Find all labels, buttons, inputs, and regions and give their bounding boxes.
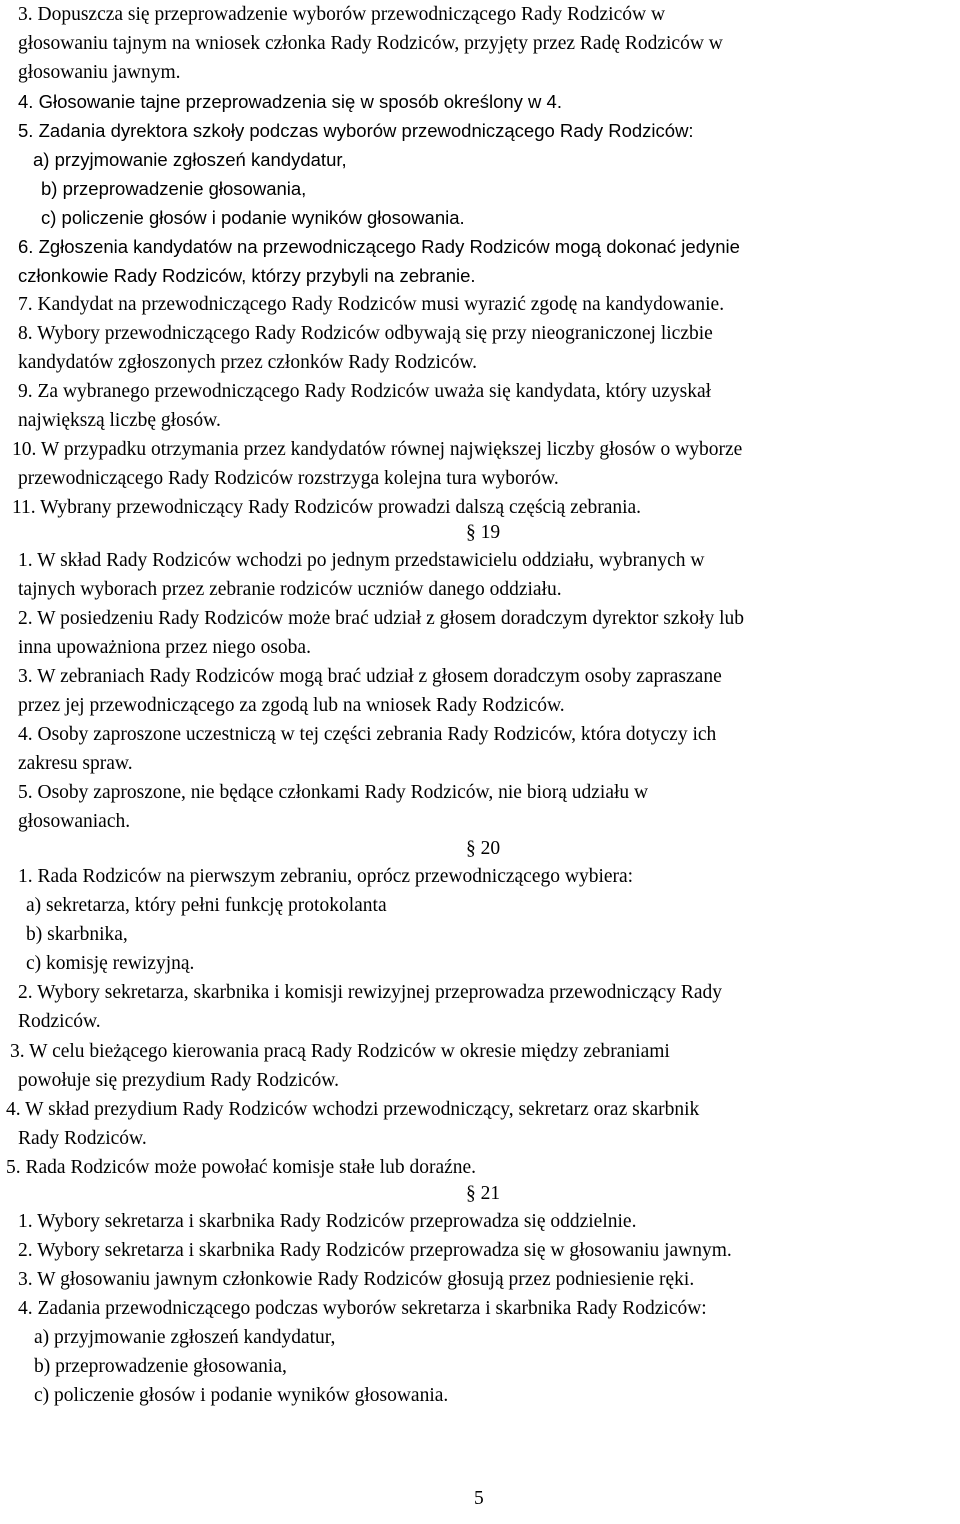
paragraph-6-line-1: 6. Zgłoszenia kandydatów na przewodniczącego Rady Rodziców mogą dokonać jedynie	[18, 236, 740, 257]
section-20-paragraph-1-item-b: b) skarbnika,	[26, 924, 128, 945]
section-19-paragraph-3-line-2: przez jej przewodniczącego za zgodą lub na wniosek Rady Rodziców.	[18, 695, 565, 716]
paragraph-5-item-c: c) policzenie głosów i podanie wyników głosowania.	[41, 207, 465, 228]
section-21-paragraph-4-item-b: b) przeprowadzenie głosowania,	[34, 1356, 287, 1377]
section-number: 20	[480, 838, 501, 859]
section-19-heading	[466, 518, 500, 547]
section-21-heading	[466, 1179, 500, 1208]
section-20-paragraph-1-item-c: c) komisję rewizyjną.	[26, 953, 195, 974]
section-21-paragraph-1: 1. Wybory sekretarza i skarbnika Rady Rodziców przeprowadza się oddzielnie.	[18, 1211, 637, 1232]
section-19-paragraph-1-line-2: tajnych wyborach przez zebranie rodziców uczniów danego oddziału.	[18, 579, 562, 600]
section-20-paragraph-1-item-a: a) sekretarza, który pełni funkcję protokolanta	[26, 895, 387, 916]
section-20-paragraph-4-line-2: Rady Rodziców.	[18, 1128, 147, 1149]
section-symbol: §	[466, 522, 476, 543]
section-20-paragraph-4-line-1: 4. W skład prezydium Rady Rodziców wchodzi przewodniczący, sekretarz oraz skarbnik	[6, 1099, 700, 1120]
page-number: 5	[474, 1488, 484, 1509]
paragraph-3-line-2: głosowaniu tajnym na wniosek członka Rady Rodziców, przyjęty przez Radę Rodziców w	[18, 33, 723, 54]
paragraph-9-line-1: 9. Za wybranego przewodniczącego Rady Rodziców uważa się kandydata, który uzyskał	[18, 381, 712, 402]
section-19-paragraph-2-line-2: inna upoważniona przez niego osoba.	[18, 637, 311, 658]
section-symbol: §	[466, 1183, 476, 1204]
section-20-heading	[466, 834, 500, 863]
section-20-paragraph-3-line-2: powołuje się prezydium Rady Rodziców.	[18, 1070, 339, 1091]
paragraph-10-line-1: 10. W przypadku otrzymania przez kandydatów równej największej liczby głosów o wyborze	[12, 439, 743, 460]
section-19-paragraph-1-line-1: 1. W skład Rady Rodziców wchodzi po jednym przedstawicielu oddziału, wybranych w	[18, 550, 705, 571]
section-19-paragraph-4-line-1: 4. Osoby zaproszone uczestniczą w tej części zebrania Rady Rodziców, która dotyczy ich	[18, 724, 717, 745]
section-21-paragraph-4-item-a: a) przyjmowanie zgłoszeń kandydatur,	[34, 1327, 336, 1348]
section-20-paragraph-2-line-1: 2. Wybory sekretarza, skarbnika i komisji rewizyjnej przeprowadza przewodniczący Rady	[18, 982, 722, 1003]
paragraph-5-item-a: a) przyjmowanie zgłoszeń kandydatur,	[33, 149, 347, 170]
paragraph-9-line-2: największą liczbę głosów.	[18, 410, 221, 431]
paragraph-3-line-1: 3. Dopuszcza się przeprowadzenie wyborów przewodniczącego Rady Rodziców w	[18, 4, 666, 25]
paragraph-10-line-2: przewodniczącego Rady Rodziców rozstrzyga kolejna tura wyborów.	[18, 468, 559, 489]
paragraph-8-line-2: kandydatów zgłoszonych przez członków Rady Rodziców.	[18, 352, 478, 373]
paragraph-8-line-1: 8. Wybory przewodniczącego Rady Rodziców odbywają się przy nieograniczonej liczbie	[18, 323, 713, 344]
section-21-paragraph-4-item-c: c) policzenie głosów i podanie wyników głosowania.	[34, 1385, 449, 1406]
section-19-paragraph-4-line-2: zakresu spraw.	[18, 753, 133, 774]
paragraph-4: 4. Głosowanie tajne przeprowadzenia się w sposób określony w 4.	[18, 91, 562, 112]
paragraph-6-line-2: członkowie Rady Rodziców, którzy przybyli na zebranie.	[18, 265, 476, 286]
section-19-paragraph-3-line-1: 3. W zebraniach Rady Rodziców mogą brać udział z głosem doradczym osoby zapraszane	[18, 666, 722, 687]
section-21-paragraph-3: 3. W głosowaniu jawnym członkowie Rady Rodziców głosują przez podniesienie ręki.	[18, 1269, 695, 1290]
section-19-paragraph-5-line-1: 5. Osoby zaproszone, nie będące członkami Rady Rodziców, nie biorą udziału w	[18, 782, 649, 803]
paragraph-3-line-3: głosowaniu jawnym.	[18, 62, 181, 83]
section-19-paragraph-2-line-1: 2. W posiedzeniu Rady Rodziców może brać udział z głosem doradczym dyrektor szkoły lub	[18, 608, 744, 629]
section-number: 21	[480, 1183, 501, 1204]
section-20-paragraph-2-line-2: Rodziców.	[18, 1011, 101, 1032]
section-number: 19	[480, 522, 501, 543]
paragraph-5-line-1: 5. Zadania dyrektora szkoły podczas wyborów przewodniczącego Rady Rodziców:	[18, 120, 694, 141]
section-21-paragraph-2: 2. Wybory sekretarza i skarbnika Rady Rodziców przeprowadza się w głosowaniu jawnym.	[18, 1240, 732, 1261]
paragraph-5-item-b: b) przeprowadzenie głosowania,	[41, 178, 307, 199]
paragraph-11: 11. Wybrany przewodniczący Rady Rodziców prowadzi dalszą częścią zebrania.	[12, 497, 642, 518]
section-21-paragraph-4-line-1: 4. Zadania przewodniczącego podczas wyborów sekretarza i skarbnika Rady Rodziców:	[18, 1298, 707, 1319]
section-symbol: §	[466, 838, 476, 859]
section-19-paragraph-5-line-2: głosowaniach.	[18, 811, 131, 832]
section-20-paragraph-3-line-1: 3. W celu bieżącego kierowania pracą Rady Rodziców w okresie między zebraniami	[10, 1041, 670, 1062]
section-20-paragraph-1-line-1: 1. Rada Rodziców na pierwszym zebraniu, oprócz przewodniczącego wybiera:	[18, 866, 634, 887]
section-20-paragraph-5: 5. Rada Rodziców może powołać komisje stałe lub doraźne.	[6, 1157, 477, 1178]
paragraph-7: 7. Kandydat na przewodniczącego Rady Rodziców musi wyrazić zgodę na kandydowanie.	[18, 294, 725, 315]
